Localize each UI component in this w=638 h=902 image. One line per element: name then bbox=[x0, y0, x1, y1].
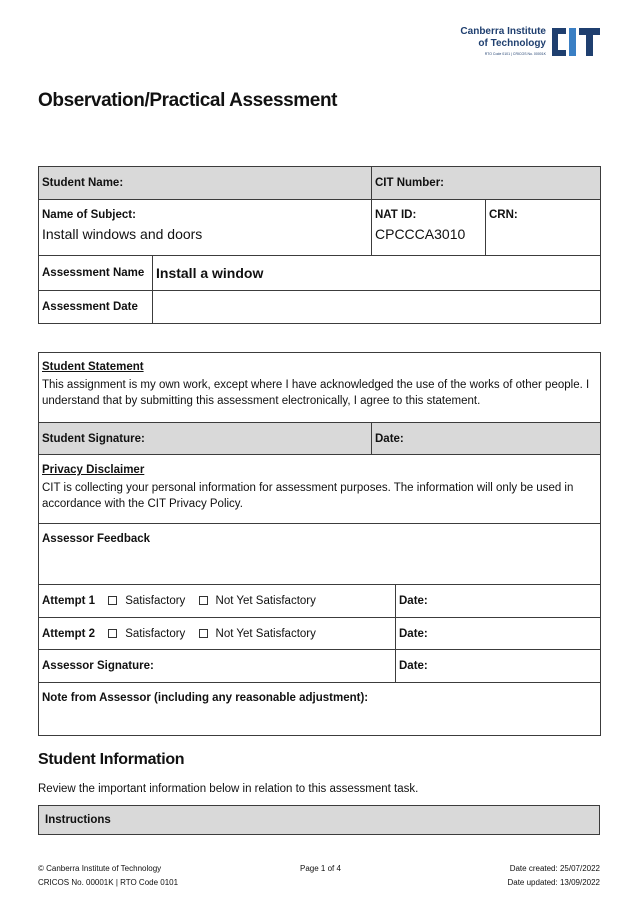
assessment-date-label: Assessment Date bbox=[42, 301, 138, 313]
footer-page-number: Page 1 of 4 bbox=[300, 864, 341, 873]
instructions-label: Instructions bbox=[45, 814, 111, 826]
privacy-cell bbox=[39, 455, 601, 524]
assessment-date-label-cell bbox=[39, 291, 153, 324]
crn-label: CRN: bbox=[489, 209, 518, 221]
cit-number-cell[interactable] bbox=[372, 167, 601, 200]
assessor-feedback-cell[interactable] bbox=[39, 524, 601, 585]
attempt1-not-yet-label: Not Yet Satisfactory bbox=[215, 595, 316, 607]
attempt1-date-cell[interactable] bbox=[396, 585, 601, 618]
student-date-label: Date: bbox=[375, 432, 404, 445]
attempt1-satisfactory-label: Satisfactory bbox=[125, 595, 186, 607]
student-name-label: Student Name: bbox=[42, 177, 124, 189]
student-information-text: Review the important information below in relation to this assessment task. bbox=[38, 783, 419, 795]
assessment-date-field[interactable] bbox=[153, 291, 601, 324]
student-statement-text: This assignment is my own work, except where I have acknowledged the use of the works of other people. I understand that by submitting this assessment electronically, I agree to this statement. bbox=[42, 379, 590, 407]
nat-id-cell bbox=[372, 200, 486, 256]
student-name-cell[interactable] bbox=[39, 167, 372, 200]
attempt2-not-yet-label: Not Yet Satisfactory bbox=[215, 627, 316, 640]
student-statement-cell bbox=[39, 353, 601, 423]
attempt2-satisfactory-checkbox[interactable] bbox=[108, 629, 117, 638]
assessor-note-cell[interactable] bbox=[39, 683, 601, 736]
cit-logo-mark-icon bbox=[550, 25, 602, 59]
footer-date-created: Date created: 25/07/2022 bbox=[509, 864, 600, 873]
student-information-heading: Student Information bbox=[38, 751, 185, 768]
logo-line1: Canberra Institute bbox=[460, 26, 546, 37]
footer-cricos: CRICOS No. 00001K | RTO Code 0101 bbox=[38, 878, 179, 887]
nat-id-value: CPCCCA3010 bbox=[375, 226, 466, 242]
student-signature-label: Student Signature: bbox=[42, 432, 145, 445]
attempt1-cell bbox=[39, 585, 396, 618]
privacy-text: CIT is collecting your personal information for assessment purposes. The information will only be used in accordance with the CIT Privacy Policy. bbox=[42, 482, 574, 510]
assessor-feedback-label: Assessor Feedback bbox=[42, 533, 151, 545]
attempt1-satisfactory-checkbox[interactable] bbox=[108, 596, 117, 605]
student-signature-cell[interactable] bbox=[39, 423, 372, 455]
logo-line2: of Technology bbox=[478, 38, 546, 49]
attempt2-not-yet-checkbox[interactable] bbox=[199, 629, 208, 638]
student-statement-heading: Student Statement bbox=[42, 361, 144, 373]
student-date-cell[interactable] bbox=[372, 423, 601, 455]
assessor-signature-label: Assessor Signature: bbox=[42, 660, 154, 672]
subject-value: Install windows and doors bbox=[42, 226, 203, 242]
cit-logo bbox=[450, 22, 602, 62]
subject-label: Name of Subject: bbox=[42, 209, 136, 221]
attempt1-date-label: Date: bbox=[399, 595, 428, 607]
assessment-name-label: Assessment Name bbox=[42, 267, 145, 279]
cit-number-label: CIT Number: bbox=[375, 177, 444, 189]
assessment-name-label-cell bbox=[39, 256, 153, 291]
attempt2-date-cell[interactable] bbox=[396, 618, 601, 650]
assessor-note-label: Note from Assessor (including any reasonable adjustment): bbox=[42, 692, 369, 704]
attempt2-cell bbox=[39, 618, 396, 650]
instructions-cell bbox=[39, 806, 600, 835]
declaration-table bbox=[38, 352, 601, 736]
student-details-table bbox=[38, 166, 601, 324]
privacy-heading: Privacy Disclaimer bbox=[42, 464, 145, 476]
attempt1-label: Attempt 1 bbox=[42, 595, 96, 607]
assessment-name-value-cell bbox=[153, 256, 601, 291]
subject-cell bbox=[39, 200, 372, 256]
assessor-date-label: Date: bbox=[399, 660, 428, 672]
crn-cell[interactable] bbox=[486, 200, 601, 256]
page-title: Observation/Practical Assessment bbox=[38, 90, 338, 111]
attempt2-date-label: Date: bbox=[399, 627, 428, 640]
footer-copyright: © Canberra Institute of Technology bbox=[38, 864, 162, 873]
attempt2-satisfactory-label: Satisfactory bbox=[125, 627, 186, 640]
assessor-signature-cell[interactable] bbox=[39, 650, 396, 683]
attempt1-not-yet-checkbox[interactable] bbox=[199, 596, 208, 605]
nat-id-label: NAT ID: bbox=[375, 209, 417, 221]
logo-rto-code: RTO Code 0101 | CRICOS No. 00001K bbox=[484, 52, 546, 56]
instructions-table bbox=[38, 805, 600, 835]
assessor-date-cell[interactable] bbox=[396, 650, 601, 683]
footer-date-updated: Date updated: 13/09/2022 bbox=[507, 878, 600, 887]
assessment-name-value: Install a window bbox=[156, 265, 264, 281]
attempt2-label: Attempt 2 bbox=[42, 627, 96, 640]
